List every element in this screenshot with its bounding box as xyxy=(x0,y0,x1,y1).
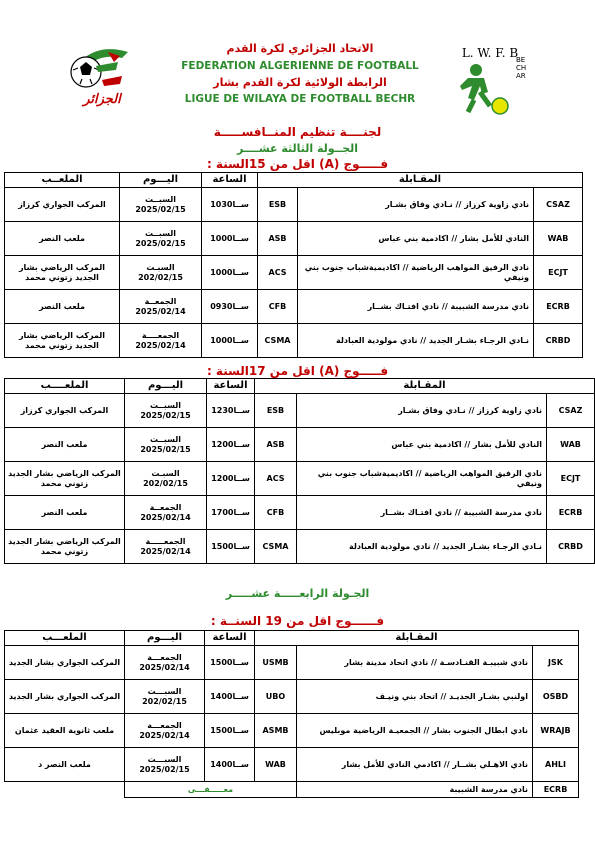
match-cell: نادي زاوية كرزاز // نـادي وفاق بشـار xyxy=(297,394,547,428)
header-match: المقـابلة xyxy=(255,379,595,394)
logo-right-side: BECHAR xyxy=(516,56,527,80)
table-row xyxy=(5,290,583,324)
match-cell: نادي شبيبـة القنـادسـة // نادي اتحاد مدينة بشار xyxy=(297,646,533,680)
time-cell: 10ســا00 xyxy=(202,256,258,290)
table-row xyxy=(5,462,595,496)
table-row xyxy=(5,188,583,222)
table-row xyxy=(5,646,579,680)
day-cell: السبــت 2025/02/15 xyxy=(120,222,202,256)
time-cell: 12ســا00 xyxy=(207,428,255,462)
stadium-cell: المركب الرياضي بشار الجديد زتوني محمد xyxy=(5,256,120,290)
home-code-cell: CRBD xyxy=(547,530,595,564)
time-cell: 10ســا30 xyxy=(202,188,258,222)
stadium-cell: ملعب ثانوية العقيد عثمان xyxy=(5,714,125,748)
round-14-title: الجـولة الرابعـــــة عشـــــر xyxy=(225,587,370,600)
away-code-cell: CSMA xyxy=(255,530,297,564)
stadium-cell: ملعب النصر xyxy=(5,290,120,324)
day-cell: الجمعــــة 2025/02/14 xyxy=(120,324,202,358)
header-stadium: الملعــب xyxy=(5,173,120,188)
stadium-cell: ملعب النصر xyxy=(5,496,125,530)
table-row xyxy=(5,222,583,256)
match-cell: نادي ابطال الجنوب بشار // الجمعيـة الرياضية موبليس xyxy=(297,714,533,748)
time-cell: 10ســا00 xyxy=(202,324,258,358)
match-cell: نادي زاوية كرزاز // نـادي وفاق بشـار xyxy=(298,188,534,222)
header-match: المقـابلة xyxy=(255,631,579,646)
time-cell: 17ســا00 xyxy=(207,496,255,530)
day-cell: السبــت 2025/02/15 xyxy=(125,428,207,462)
stadium-cell: ملعب النصر xyxy=(5,222,120,256)
home-code-cell: JSK xyxy=(533,646,579,680)
home-code-cell: AHLI xyxy=(533,748,579,782)
away-code-cell: ACS xyxy=(255,462,297,496)
table-header-row xyxy=(5,173,583,188)
home-code-cell: WAB xyxy=(534,222,583,256)
match-cell: نادي مدرسة الشبيبة // نادي افتـاك بشــار xyxy=(298,290,534,324)
day-cell: السبـت 202/02/15 xyxy=(120,256,202,290)
header-time: الساعة xyxy=(205,631,255,646)
header-day: اليـــوم xyxy=(125,379,207,394)
header-ar-federation: الاتحاد الجزائري لكرة القدم xyxy=(226,42,374,55)
exempt-label: معـــــفـــى xyxy=(125,782,297,798)
day-cell: السبــت 2025/02/15 xyxy=(125,394,207,428)
schedule-table-u15 xyxy=(4,172,583,358)
schedule-table-u19 xyxy=(4,630,579,798)
away-code-cell: ESB xyxy=(258,188,298,222)
committee-title: لجنــــة تنظيم المنــافســـــة xyxy=(213,125,382,139)
stadium-cell: ملعب النصر xyxy=(5,428,125,462)
stadium-cell: ملعب النصر د xyxy=(5,748,125,782)
logo-right-text: L. W. F. B xyxy=(461,46,519,60)
away-code-cell: ASB xyxy=(258,222,298,256)
home-code-cell: ECJT xyxy=(534,256,583,290)
table-header-row xyxy=(5,631,579,646)
away-code-cell: ACS xyxy=(258,256,298,290)
day-cell: الجمعـــــة 2025/02/14 xyxy=(125,530,207,564)
match-cell: نادي مدرسة الشبيبة // نادي افتـاك بشــار xyxy=(297,496,547,530)
away-code-cell: ASB xyxy=(255,428,297,462)
away-code-cell: ASMB xyxy=(255,714,297,748)
section-1-title: فـــــوج (A) اقل من 15السنة : xyxy=(206,157,389,171)
match-cell: نـادي الرجـاء بشـار الجديد // نادي مولودية العبادلة xyxy=(297,530,547,564)
stadium-cell: المركب الرياضي بشار الجديد زتوني محمد xyxy=(5,530,125,564)
header-time: الساعة xyxy=(207,379,255,394)
time-cell: 14ســا00 xyxy=(205,748,255,782)
stadium-cell: المركب الجواري كرزاز xyxy=(5,188,120,222)
header-ar-league: الرابطة الولائية لكرة القدم بشار xyxy=(213,76,387,89)
away-code-cell: ESB xyxy=(255,394,297,428)
header-day: اليـــوم xyxy=(125,631,205,646)
home-code-cell: CSAZ xyxy=(547,394,595,428)
federation-logo xyxy=(62,40,142,110)
section-2-title: فـــــوج (A) اقل من 17السنة : xyxy=(206,364,389,378)
table-row xyxy=(5,530,595,564)
day-cell: الجمعــة 2025/02/14 xyxy=(120,290,202,324)
exempt-code-cell: ECRB xyxy=(533,782,579,798)
table-row xyxy=(5,748,579,782)
table-row xyxy=(5,428,595,462)
home-code-cell: ECRB xyxy=(534,290,583,324)
time-cell: 09ســا30 xyxy=(202,290,258,324)
time-cell: 12ســا00 xyxy=(207,462,255,496)
match-cell: نادي الرفيق المواهب الرياضية // اكاديميةشباب جنوب بني ونيفي xyxy=(297,462,547,496)
stadium-cell: المركب الرياضي بشار الجديد زتوني محمد xyxy=(5,324,120,358)
match-cell: النادي للأمل بشار // اكادمية بني عباس xyxy=(297,428,547,462)
header-stadium: الملعـــب xyxy=(5,631,125,646)
header-stadium: الملعــــب xyxy=(5,379,125,394)
stadium-cell: المركب الجواري كرزاز xyxy=(5,394,125,428)
home-code-cell: WRAJB xyxy=(533,714,579,748)
day-cell: السبـت 202/02/15 xyxy=(125,462,207,496)
time-cell: 10ســا00 xyxy=(202,222,258,256)
home-code-cell: CRBD xyxy=(534,324,583,358)
exempt-match-cell: نادي مدرسة الشبيبة xyxy=(297,782,533,798)
day-cell: الجمعــة 2025/02/14 xyxy=(125,496,207,530)
header-fr-league: LIGUE DE WILAYA DE FOOTBALL BECHR xyxy=(184,93,416,105)
time-cell: 12ســا30 xyxy=(207,394,255,428)
away-code-cell: CSMA xyxy=(258,324,298,358)
league-logo xyxy=(450,46,540,116)
schedule-table-u17 xyxy=(4,378,595,564)
table-header-row xyxy=(5,379,595,394)
table-row xyxy=(5,496,595,530)
time-cell: 14ســا00 xyxy=(205,680,255,714)
day-cell: السبـــت 202/02/15 xyxy=(125,680,205,714)
away-code-cell: USMB xyxy=(255,646,297,680)
home-code-cell: WAB xyxy=(547,428,595,462)
away-code-cell: UBO xyxy=(255,680,297,714)
home-code-cell: CSAZ xyxy=(534,188,583,222)
match-cell: اولنبي بشـار الجديـد // اتحاد بني ونيـف xyxy=(297,680,533,714)
time-cell: 15ســا00 xyxy=(207,530,255,564)
table-row xyxy=(5,680,579,714)
match-cell: النادي للأمل بشار // اكادمية بني عباس xyxy=(298,222,534,256)
home-code-cell: ECJT xyxy=(547,462,595,496)
day-cell: السبــت 2025/02/15 xyxy=(120,188,202,222)
home-code-cell: ECRB xyxy=(547,496,595,530)
header-fr-federation: FEDERATION ALGERIENNE DE FOOTBALL xyxy=(181,60,419,72)
away-code-cell: WAB xyxy=(255,748,297,782)
time-cell: 15ســا00 xyxy=(205,714,255,748)
exempt-row xyxy=(5,782,579,798)
away-code-cell: CFB xyxy=(258,290,298,324)
logo-left-text: الجزائر xyxy=(83,92,121,107)
away-code-cell: CFB xyxy=(255,496,297,530)
home-code-cell: OSBD xyxy=(533,680,579,714)
stadium-cell: المركب الجواري بشار الجديد xyxy=(5,646,125,680)
table-row xyxy=(5,256,583,290)
stadium-cell: المركب الرياضي بشار الجديد زتوني محمد xyxy=(5,462,125,496)
table-row xyxy=(5,714,579,748)
table-row xyxy=(5,324,583,358)
match-cell: نـادي الرجـاء بشـار الجديد // نادي مولودية العبادلة xyxy=(298,324,534,358)
stadium-cell: المركب الجواري بشار الجديد xyxy=(5,680,125,714)
header-day: اليـــوم xyxy=(120,173,202,188)
header-match: المقـابلة xyxy=(258,173,583,188)
time-cell: 15ســا00 xyxy=(205,646,255,680)
header-time: الساعة xyxy=(202,173,258,188)
day-cell: السبـــت 2025/02/15 xyxy=(125,748,205,782)
match-cell: نادي الرفيق المواهب الرياضية // اكاديميةشباب جنوب بني ونيفي xyxy=(298,256,534,290)
table-row xyxy=(5,394,595,428)
day-cell: الجمعـــة 2025/02/14 xyxy=(125,646,205,680)
day-cell: الجمعـــة 2025/02/14 xyxy=(125,714,205,748)
match-cell: نادي الاهـلي بشــار // اكادمي النادي للأمل بشار xyxy=(297,748,533,782)
section-3-title: فــــــوج اقل من 19 السنــة : xyxy=(210,614,385,628)
round-13-title: الجــولة الثالثة عشــــر xyxy=(236,142,359,155)
